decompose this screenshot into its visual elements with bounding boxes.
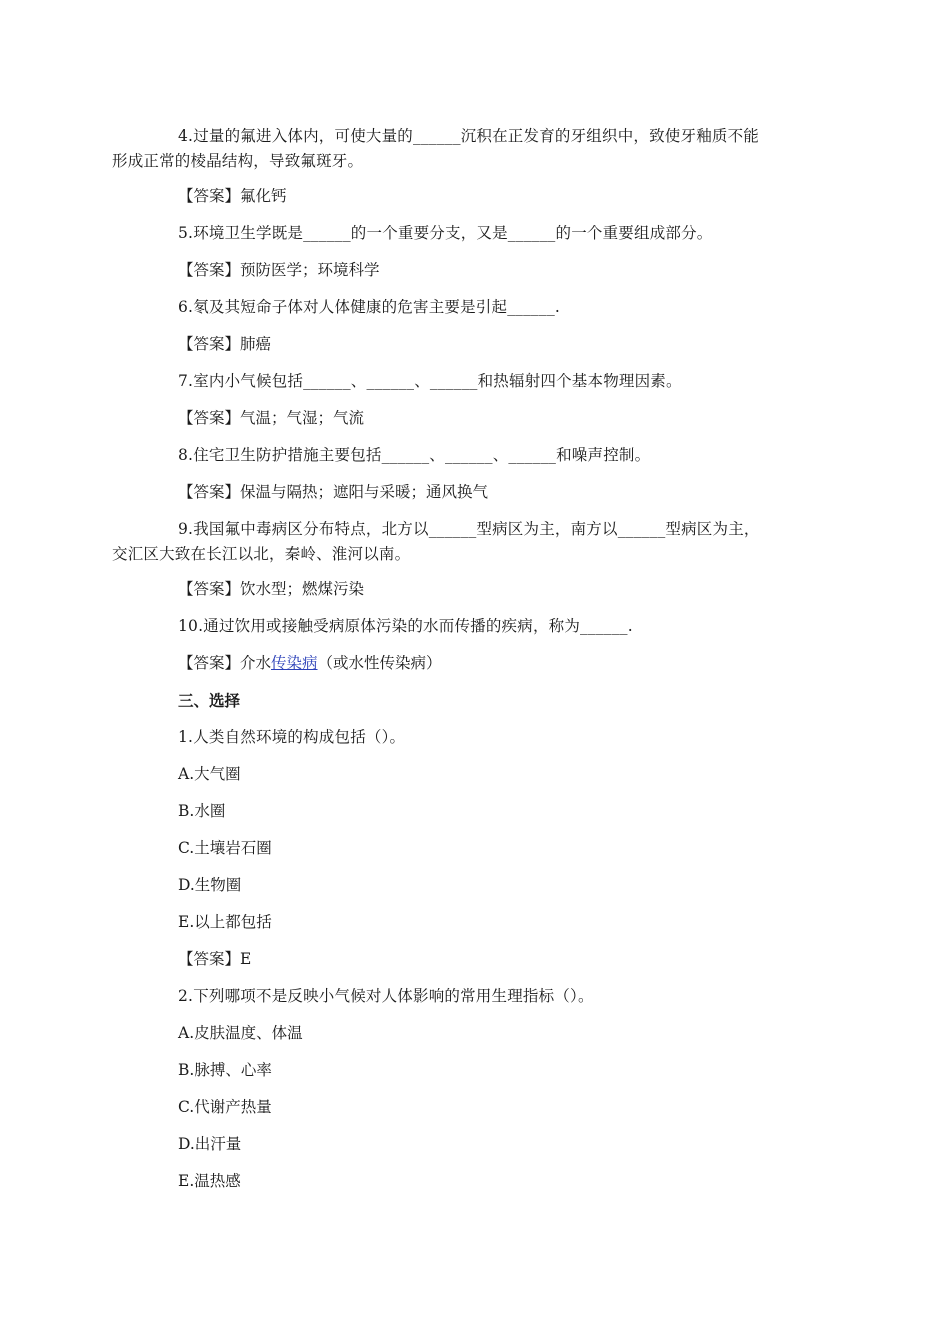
- fill-answer-10: [145, 651, 805, 676]
- fill-answer-9: 【答案】饮水型；燃煤污染: [178, 580, 365, 598]
- fill-question-4-line-1: 4.过量的氟进入体内，可使大量的______沉积在正发育的牙组织中，致使牙釉质不能: [178, 127, 759, 145]
- fill-answer-8: 【答案】保温与隔热；遮阳与采暖；通风换气: [178, 483, 489, 501]
- fill-answer-7: 【答案】气温；气湿；气流: [178, 409, 365, 427]
- document-content: [112, 124, 805, 1206]
- section-heading-choice: 三、选择: [178, 691, 241, 710]
- infectious-disease-link[interactable]: 传染病: [271, 654, 318, 672]
- fill-answer-10-prefix: 【答案】介水: [178, 654, 272, 672]
- fill-question-9: [112, 517, 805, 567]
- fill-question-10: 10.通过饮用或接触受病原体污染的水而传播的疾病，称为______.: [178, 617, 633, 635]
- choice-2-option-a: A.皮肤温度、体温: [178, 1024, 303, 1042]
- fill-question-9-line-1: 9.我国氟中毒病区分布特点，北方以______型病区为主，南方以______型病区为主，: [178, 520, 760, 538]
- fill-question-9-line-2: 交汇区大致在长江以北，秦岭、淮河以南。: [112, 545, 411, 563]
- choice-question-1: 1.人类自然环境的构成包括（）。: [178, 728, 406, 746]
- choice-1-option-c: C.土壤岩石圈: [178, 839, 272, 857]
- choice-1-option-e: E.以上都包括: [178, 913, 272, 931]
- fill-question-6: 6.氡及其短命子体对人体健康的危害主要是引起______.: [178, 298, 561, 316]
- fill-answer-10-suffix: （或水性传染病）: [317, 654, 442, 672]
- choice-2-option-c: C.代谢产热量: [178, 1098, 272, 1116]
- choice-question-2: 2.下列哪项不是反映小气候对人体影响的常用生理指标（）。: [178, 987, 594, 1005]
- choice-2-option-b: B.脉搏、心率: [178, 1061, 272, 1079]
- fill-question-8: 8.住宅卫生防护措施主要包括______、______、______和噪声控制。: [178, 446, 651, 464]
- fill-question-4: [112, 124, 805, 174]
- choice-1-option-a: A.大气圈: [178, 765, 241, 783]
- fill-answer-5: 【答案】预防医学；环境科学: [178, 261, 380, 279]
- fill-question-7: 7.室内小气候包括______、______、______和热辐射四个基本物理因素。: [178, 372, 682, 390]
- choice-2-option-e: E.温热感: [178, 1172, 241, 1190]
- choice-answer-1: 【答案】E: [178, 950, 252, 968]
- choice-1-option-d: D.生物圈: [178, 876, 242, 894]
- choice-2-option-d: D.出汗量: [178, 1135, 242, 1153]
- fill-answer-6: 【答案】肺癌: [178, 335, 272, 353]
- fill-answer-4: 【答案】氟化钙: [178, 187, 287, 205]
- fill-question-5: 5.环境卫生学既是______的一个重要分支，又是______的一个重要组成部分。: [178, 224, 713, 242]
- fill-question-4-line-2: 形成正常的棱晶结构，导致氟斑牙。: [112, 152, 364, 170]
- choice-1-option-b: B.水圈: [178, 802, 226, 820]
